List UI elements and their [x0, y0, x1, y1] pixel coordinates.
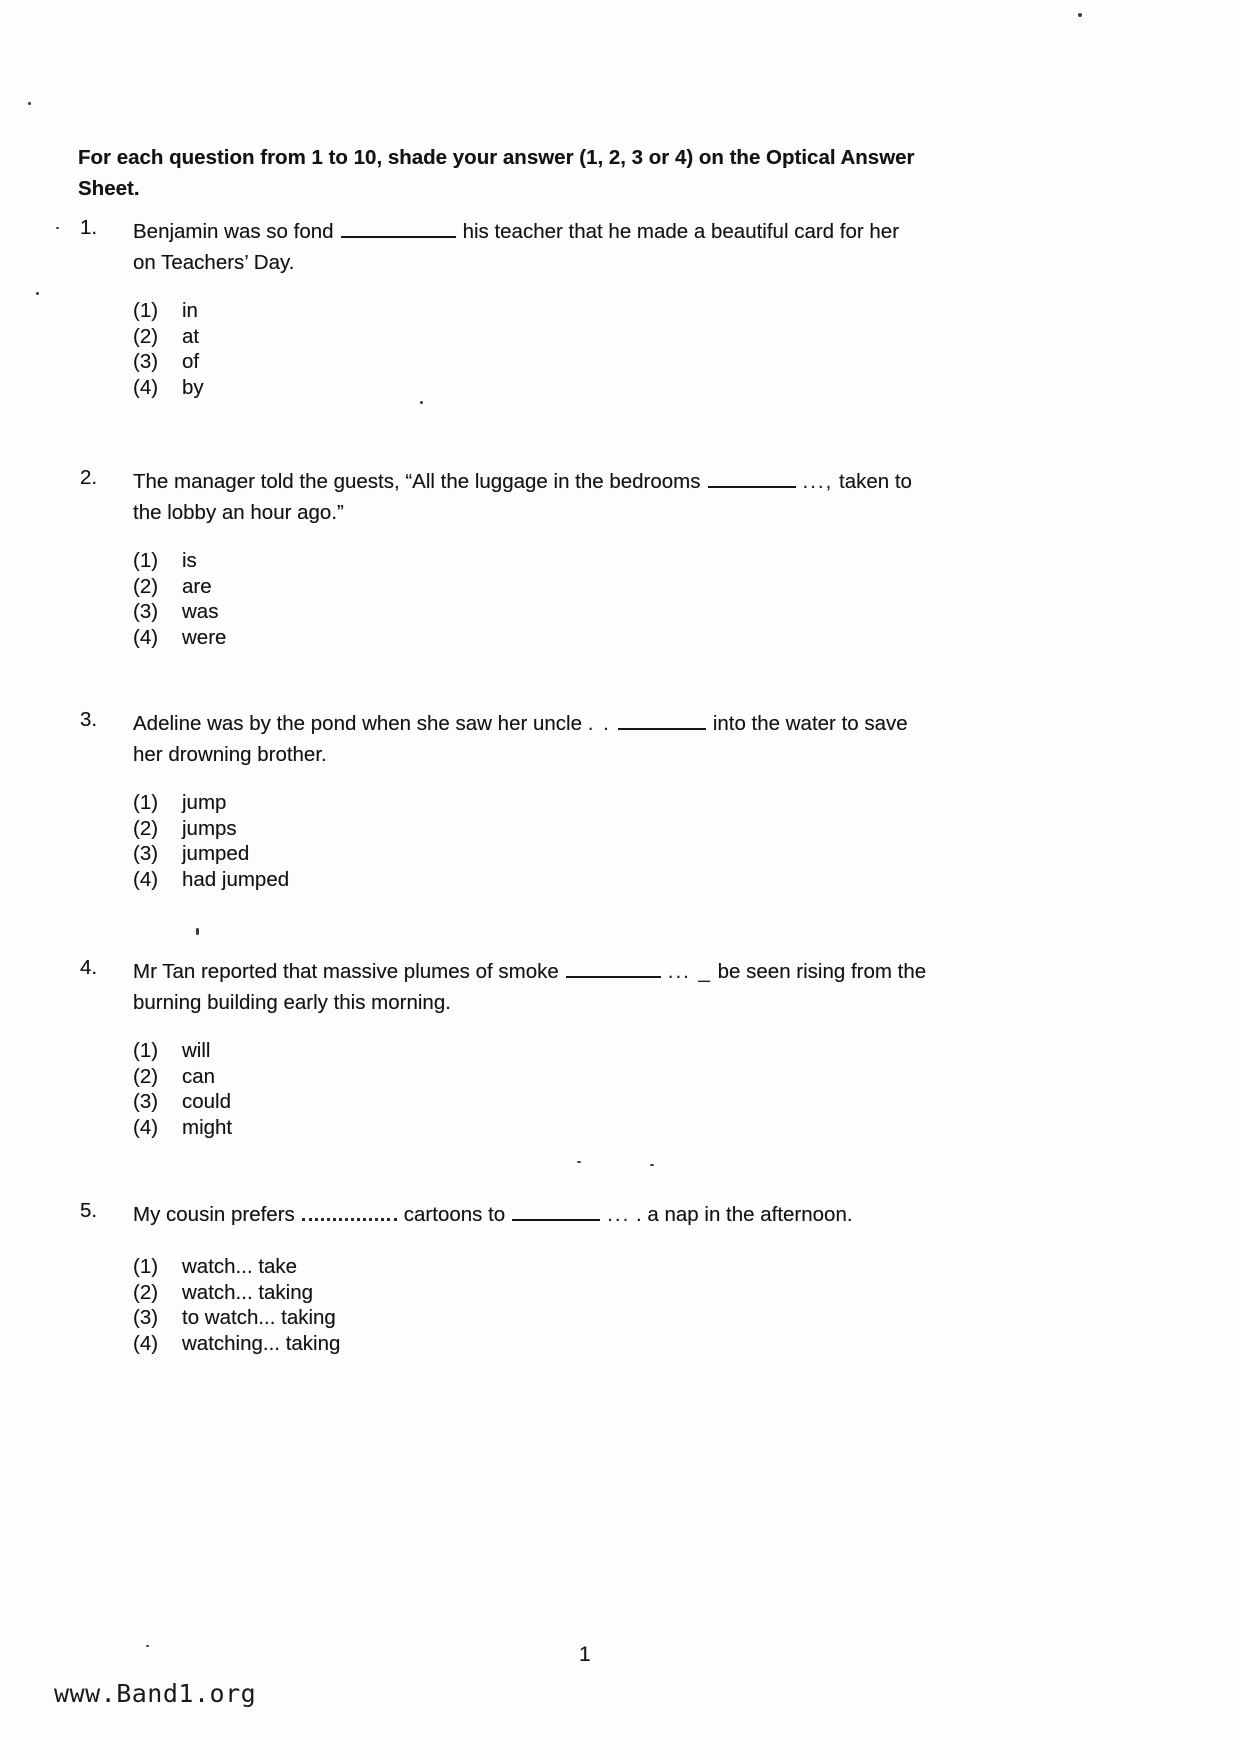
question-text-line: burning building early this morning.	[133, 991, 451, 1014]
question-number: 5.	[80, 1199, 98, 1222]
answer-blank	[341, 222, 456, 238]
option-label: by	[182, 375, 204, 399]
option-label: was	[182, 600, 219, 623]
option-number: (1)	[133, 549, 159, 572]
answer-blank	[566, 962, 661, 978]
option-label: will	[182, 1039, 211, 1062]
option-row	[133, 1038, 926, 1064]
option-label: could	[182, 1090, 232, 1113]
question-4	[80, 956, 926, 1140]
options-list	[133, 548, 912, 650]
option-number: (3)	[133, 600, 159, 623]
option-label: to watch... taking	[182, 1306, 336, 1329]
answer-blank	[708, 472, 796, 488]
scan-speck	[420, 401, 423, 404]
option-row	[133, 1331, 853, 1357]
option-row	[133, 1089, 926, 1115]
options-list	[133, 790, 908, 892]
option-number: (1)	[133, 791, 159, 814]
option-row	[133, 375, 899, 401]
scan-speck	[56, 227, 59, 229]
question-2	[80, 466, 912, 650]
option-number: (3)	[133, 842, 159, 865]
option-row	[133, 548, 912, 574]
option-row	[133, 1064, 926, 1090]
scan-speck	[146, 1645, 149, 1647]
question-text-line: My cousin prefers cartoons to ... . a nap in the afternoon.	[133, 1203, 853, 1226]
option-row	[133, 867, 908, 893]
option-number: (2)	[133, 816, 159, 840]
option-number: (2)	[133, 1064, 159, 1088]
scan-artifact-dots: ...	[607, 1203, 631, 1226]
option-label: is	[182, 549, 197, 572]
option-number: (4)	[133, 375, 159, 399]
option-number: (3)	[133, 1090, 159, 1113]
instruction-line2: Sheet.	[78, 177, 140, 200]
answer-blank	[512, 1205, 600, 1221]
option-row	[133, 841, 908, 867]
question-text-line: the lobby an hour ago.”	[133, 501, 344, 524]
option-number: (2)	[133, 1280, 159, 1304]
option-label: jump	[182, 791, 227, 814]
option-label: at	[182, 324, 200, 348]
scan-artifact-dots: ...,	[802, 470, 834, 493]
option-number: (1)	[133, 1039, 159, 1062]
question-text-line: The manager told the guests, “All the luggage in the bedrooms ..., taken to	[133, 470, 912, 493]
instruction-heading	[78, 142, 915, 204]
option-number: (2)	[133, 574, 159, 598]
option-label: watch... take	[182, 1255, 298, 1278]
option-row	[133, 298, 899, 324]
option-number: (4)	[133, 867, 159, 891]
option-row	[133, 324, 899, 350]
option-row	[133, 816, 908, 842]
option-number: (1)	[133, 299, 159, 322]
option-row	[133, 1254, 853, 1280]
scan-speck	[28, 102, 31, 105]
option-number: (4)	[133, 625, 159, 649]
option-row	[133, 790, 908, 816]
page-number: 1	[579, 1643, 591, 1666]
option-number: (1)	[133, 1255, 159, 1278]
question-5	[80, 1199, 853, 1356]
scan-speck	[196, 928, 199, 935]
option-label: jumps	[182, 816, 237, 840]
option-number: (2)	[133, 324, 159, 348]
option-label: jumped	[182, 842, 250, 865]
scan-artifact-dots: . .	[587, 712, 611, 735]
option-row	[133, 625, 912, 651]
question-3	[80, 708, 908, 892]
option-label: of	[182, 350, 200, 373]
question-text-line: Benjamin was so fond his teacher that he made a beautiful card for her	[133, 220, 900, 243]
instruction-line1: For each question from 1 to 10, shade your answer (1, 2, 3 or 4) on the Optical Answer	[78, 146, 915, 169]
question-text-line: on Teachers’ Day.	[133, 251, 295, 274]
watermark-url: www.Band1.org	[54, 1679, 257, 1708]
question-text-line: Mr Tan reported that massive plumes of smoke ... _ be seen rising from the	[133, 960, 927, 983]
question-number: 4.	[80, 956, 98, 979]
option-label: watching... taking	[182, 1331, 341, 1355]
question-text-line: her drowning brother.	[133, 743, 327, 766]
option-label: are	[182, 574, 212, 598]
question-number: 1.	[80, 216, 98, 239]
option-label: were	[182, 625, 227, 649]
option-row	[133, 574, 912, 600]
option-row	[133, 349, 899, 375]
scan-speck	[650, 1164, 654, 1166]
option-number: (3)	[133, 350, 159, 373]
option-number: (3)	[133, 1306, 159, 1329]
option-label: watch... taking	[182, 1280, 314, 1304]
option-row	[133, 1305, 853, 1331]
option-row	[133, 599, 912, 625]
options-list	[133, 298, 899, 400]
option-number: (4)	[133, 1115, 159, 1139]
option-number: (4)	[133, 1331, 159, 1355]
question-number: 3.	[80, 708, 98, 731]
answer-blank	[618, 714, 706, 730]
question-number: 2.	[80, 466, 98, 489]
scan-speck	[577, 1161, 581, 1163]
answer-blank	[302, 1205, 397, 1221]
option-label: might	[182, 1115, 233, 1139]
question-text-line: Adeline was by the pond when she saw her uncle . . into the water to save	[133, 712, 908, 735]
scan-speck	[36, 292, 39, 295]
question-1	[80, 216, 899, 400]
option-label: can	[182, 1064, 216, 1088]
options-list	[133, 1254, 853, 1356]
options-list	[133, 1038, 926, 1140]
option-row	[133, 1115, 926, 1141]
option-label: had jumped	[182, 867, 290, 891]
scan-speck	[1078, 13, 1082, 17]
option-row	[133, 1280, 853, 1306]
option-label: in	[182, 299, 198, 322]
scan-artifact-dots: ... _	[667, 960, 712, 983]
